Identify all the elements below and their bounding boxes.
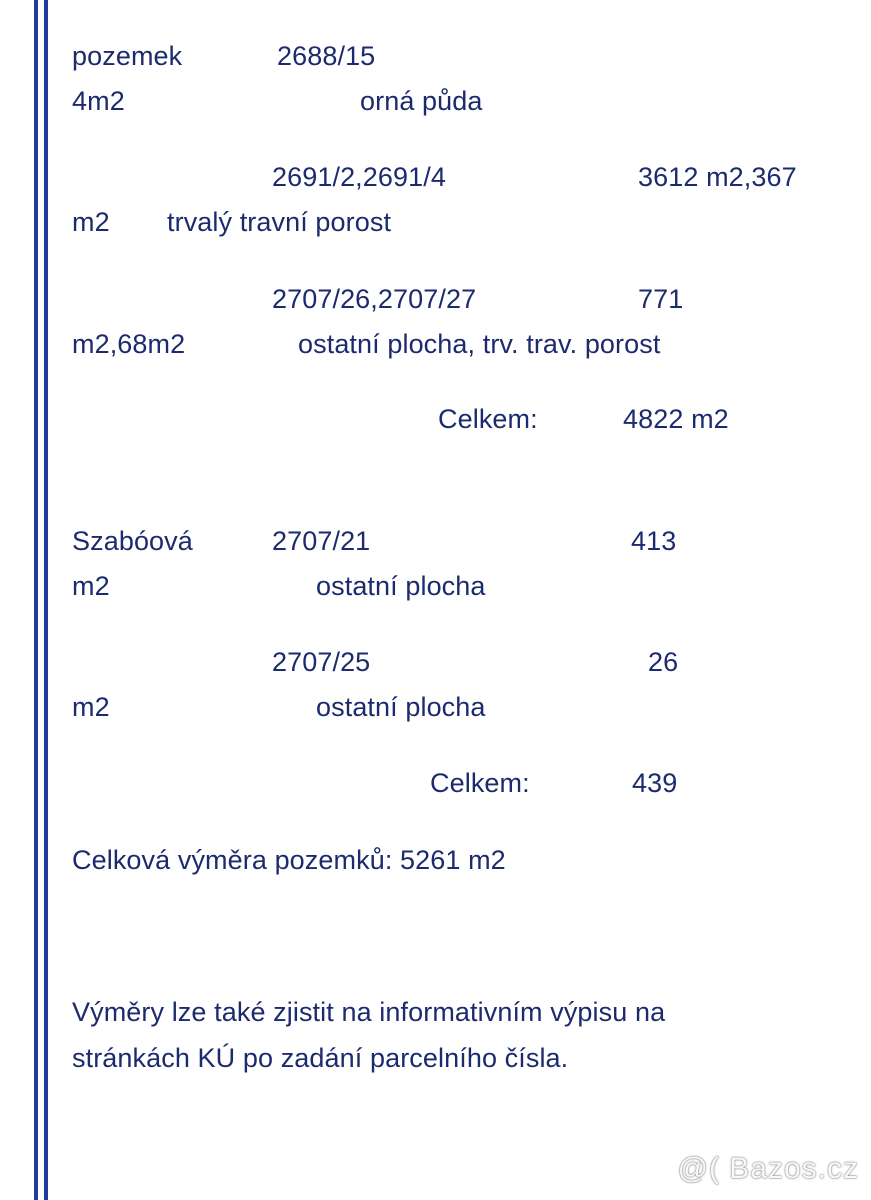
owner-name: Szabóová xyxy=(72,526,193,556)
bazos-watermark: @( Bazos.cz xyxy=(677,1152,859,1185)
left-margin-rule-inner xyxy=(44,0,48,1200)
parcel-number: 2691/2,2691/4 xyxy=(272,162,446,192)
land-type: ostatní plocha xyxy=(316,692,486,722)
info-note-line-1: Výměry lze také zjistit na informativním výpisu na xyxy=(72,997,666,1027)
label-pozemek: pozemek xyxy=(72,41,183,71)
area-value: 771 xyxy=(638,284,684,314)
area-value: 26 xyxy=(648,647,679,677)
total-value: 4822 m2 xyxy=(623,404,729,434)
parcel-number: 2688/15 xyxy=(277,41,376,71)
total-label: Celkem: xyxy=(438,404,538,434)
info-note-line-2: stránkách KÚ po zadání parcelního čísla. xyxy=(72,1043,569,1073)
area-unit: m2 xyxy=(72,571,110,601)
area-unit: m2 xyxy=(72,692,110,722)
area-unit: m2 xyxy=(72,207,110,237)
grand-total: Celková výměra pozemků: 5261 m2 xyxy=(72,845,506,875)
area-value: 3612 m2,367 xyxy=(638,162,797,192)
total-label: Celkem: xyxy=(430,768,530,798)
left-margin-rule xyxy=(34,0,38,1200)
parcel-number: 2707/26,2707/27 xyxy=(272,284,477,314)
land-type: trvalý travní porost xyxy=(167,207,392,237)
area-value: 413 xyxy=(631,526,677,556)
total-value: 439 xyxy=(632,768,678,798)
area-value: m2,68m2 xyxy=(72,329,186,359)
land-type: ostatní plocha xyxy=(316,571,486,601)
area-value: 4m2 xyxy=(72,86,125,116)
parcel-number: 2707/25 xyxy=(272,647,371,677)
land-type: orná půda xyxy=(360,86,483,116)
land-type: ostatní plocha, trv. trav. porost xyxy=(298,329,661,359)
parcel-number: 2707/21 xyxy=(272,526,371,556)
